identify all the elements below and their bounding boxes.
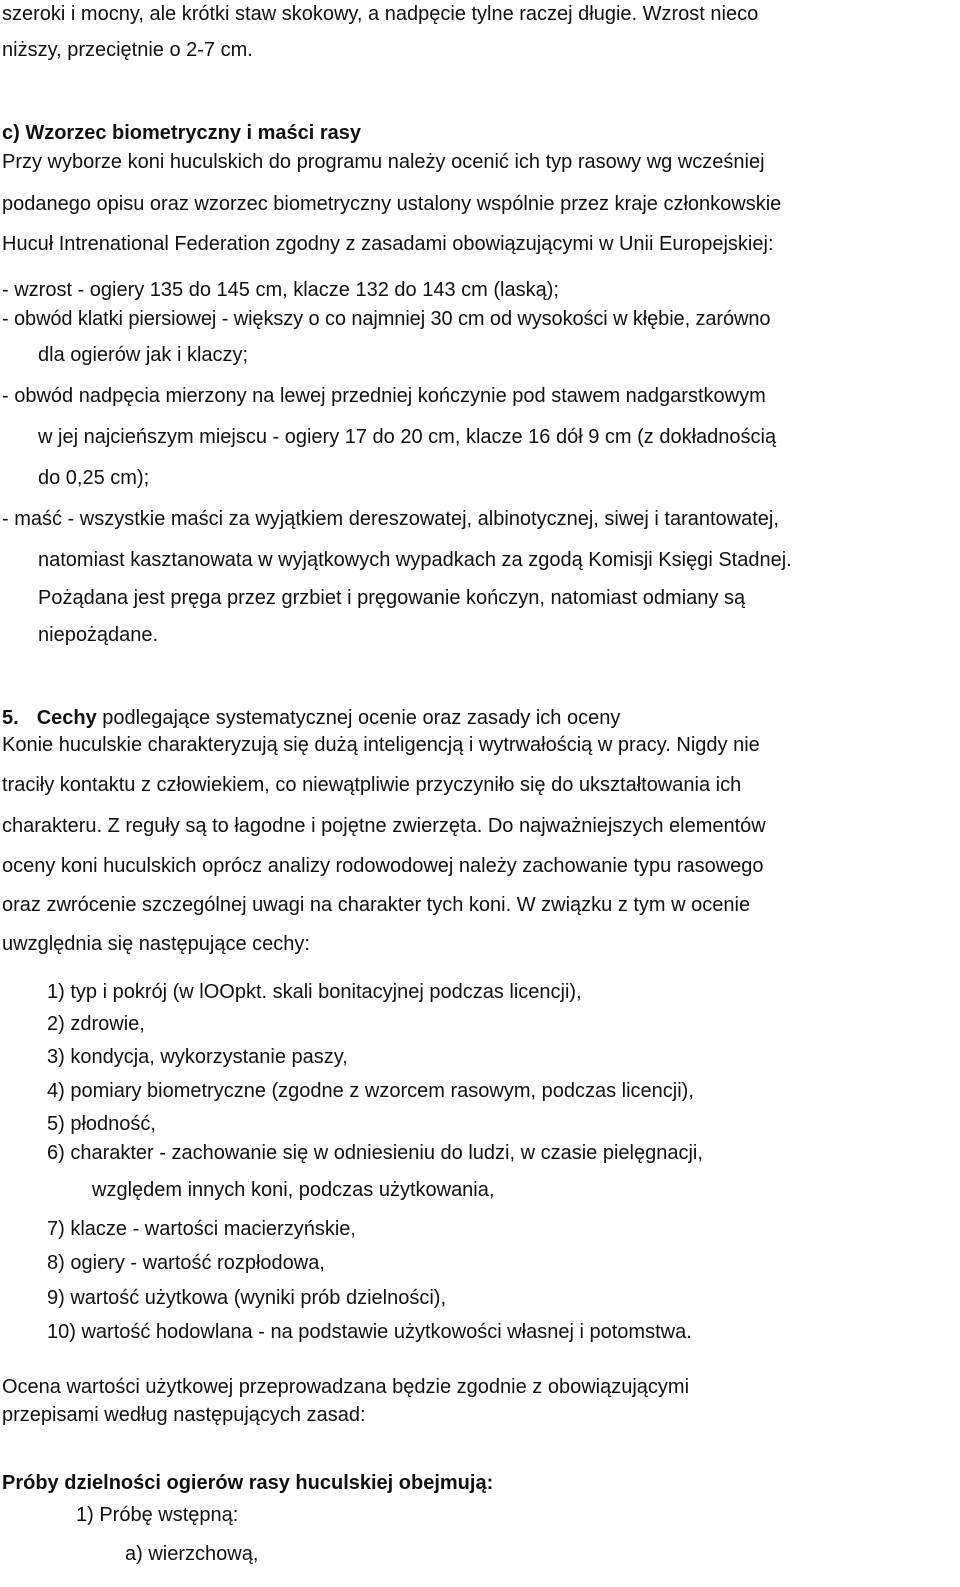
- bullet-line: - obwód nadpęcia mierzony na lewej przedniej kończynie pod stawem nadgarstkowym: [2, 385, 766, 407]
- intro-line: niższy, przeciętnie o 2-7 cm.: [2, 39, 253, 61]
- paragraph-line: Hucuł Intrenational Federation zgodny z zasadami obowiązującymi w Unii Europejskiej:: [2, 233, 774, 255]
- paragraph-line: Ocena wartości użytkowej przeprowadzana będzie zgodnie z obowiązującymi: [2, 1376, 690, 1398]
- list-item: 5) płodność,: [47, 1113, 156, 1135]
- trials-subitem: a) wierzchową,: [125, 1543, 259, 1565]
- section-c-heading: c) Wzorzec biometryczny i maści rasy: [2, 122, 362, 144]
- list-item: 1) typ i pokrój (w lOOpkt. skali bonitacyjnej podczas licencji),: [47, 981, 582, 1003]
- paragraph-line: uwzględnia się następujące cechy:: [2, 933, 310, 955]
- bullet-line: natomiast kasztanowata w wyjątkowych wypadkach za zgodą Komisji Księgi Stadnej.: [38, 549, 792, 571]
- bullet-line: - obwód klatki piersiowej - większy o co najmniej 30 cm od wysokości w kłębie, zarówno: [2, 308, 771, 330]
- list-item: 6) charakter - zachowanie się w odniesieniu do ludzi, w czasie pielęgnacji,: [47, 1142, 703, 1164]
- bullet-line: dla ogierów jak i klaczy;: [38, 344, 249, 366]
- section-number: 5.: [2, 707, 19, 729]
- paragraph-line: Przy wyborze koni huculskich do programu należy ocenić ich typ rasowy wg wcześniej: [2, 151, 765, 173]
- list-item: 9) wartość użytkowa (wyniki prób dzielności),: [47, 1287, 447, 1309]
- bullet-line: niepożądane.: [38, 624, 159, 646]
- paragraph-line: podanego opisu oraz wzorzec biometryczny ustalony wspólnie przez kraje członkowskie: [2, 193, 782, 215]
- paragraph-line: przepisami według następujących zasad:: [2, 1404, 366, 1426]
- list-item: 4) pomiary biometryczne (zgodne z wzorcem rasowym, podczas licencji),: [47, 1080, 694, 1102]
- list-item: 2) zdrowie,: [47, 1013, 145, 1035]
- list-item: 10) wartość hodowlana - na podstawie użytkowości własnej i potomstwa.: [47, 1321, 692, 1343]
- trials-heading: Próby dzielności ogierów rasy huculskiej obejmują:: [2, 1472, 494, 1494]
- bullet-line: do 0,25 cm);: [38, 467, 150, 489]
- bullet-line: Pożądana jest pręga przez grzbiet i pręgowanie kończyn, natomiast odmiany są: [38, 587, 746, 609]
- list-item: 3) kondycja, wykorzystanie paszy,: [47, 1046, 348, 1068]
- bullet-line: w jej najcieńszym miejscu - ogiery 17 do 20 cm, klacze 16 dół 9 cm (z dokładnością: [38, 426, 777, 448]
- paragraph-line: traciły kontaktu z człowiekiem, co niewątpliwie przyczyniło się do ukształtowania ich: [2, 774, 742, 796]
- trials-item: 1) Próbę wstępną:: [76, 1504, 239, 1526]
- section-bold-word: Cechy: [36, 707, 97, 729]
- paragraph-line: Konie huculskie charakteryzują się dużą inteligencją i wytrwałością w pracy. Nigdy nie: [2, 734, 760, 756]
- list-item: względem innych koni, podczas użytkowania,: [92, 1179, 495, 1201]
- list-item: 7) klacze - wartości macierzyńskie,: [47, 1218, 356, 1240]
- bullet-line: - wzrost - ogiery 135 do 145 cm, klacze 132 do 143 cm (laską);: [2, 279, 559, 301]
- section-heading-rest: podlegające systematycznej ocenie oraz zasady ich oceny: [96, 707, 621, 729]
- bullet-line: - maść - wszystkie maści za wyjątkiem dereszowatej, albinotycznej, siwej i tarantowatej,: [2, 508, 779, 530]
- intro-line: szeroki i mocny, ale krótki staw skokowy, a nadpęcie tylne raczej długie. Wzrost nieco: [2, 3, 759, 25]
- paragraph-line: oceny koni huculskich oprócz analizy rodowodowej należy zachowanie typu rasowego: [2, 855, 764, 877]
- paragraph-line: charakteru. Z reguły są to łagodne i pojętne zwierzęta. Do najważniejszych elementów: [2, 815, 766, 837]
- section-5-heading: [2, 706, 620, 730]
- paragraph-line: oraz zwrócenie szczególnej uwagi na charakter tych koni. W związku z tym w ocenie: [2, 894, 751, 916]
- list-item: 8) ogiery - wartość rozpłodowa,: [47, 1252, 325, 1274]
